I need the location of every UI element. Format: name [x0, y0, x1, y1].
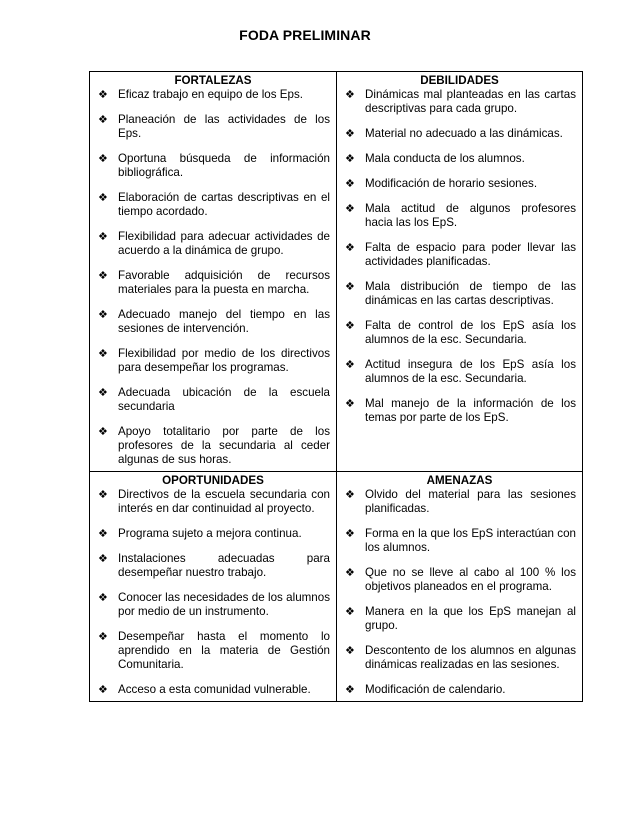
- list-item: [343, 605, 576, 633]
- list-item: [96, 113, 330, 141]
- diamond-bullet-icon: ❖: [345, 645, 355, 657]
- list-item: [96, 488, 330, 516]
- list-item: [96, 152, 330, 180]
- list-item-text: Mala actitud de algunos profesores hacia las los EpS.: [365, 202, 576, 229]
- list-item-text: Favorable adquisición de recursos materiales para la puesta en marcha.: [118, 269, 330, 296]
- list-item: [343, 88, 576, 116]
- list-item-text: Dinámicas mal planteadas en las cartas descriptivas para cada grupo.: [365, 88, 576, 115]
- list-item: [96, 630, 330, 672]
- diamond-bullet-icon: ❖: [345, 153, 355, 165]
- diamond-bullet-icon: ❖: [345, 359, 355, 371]
- diamond-bullet-icon: ❖: [98, 528, 108, 540]
- list-item-text: Apoyo totalitario por parte de los profesores de la secundaria al ceder algunas de sus horas.: [118, 425, 330, 466]
- list-item: [343, 488, 576, 516]
- list-item-text: Directivos de la escuela secundaria con interés en dar continuidad al proyecto.: [118, 488, 330, 515]
- diamond-bullet-icon: ❖: [345, 89, 355, 101]
- list-item: [343, 319, 576, 347]
- list-item: [343, 644, 576, 672]
- header-row-top: [90, 72, 583, 89]
- fortalezas-header: FORTALEZAS: [90, 72, 337, 89]
- list-item: [343, 241, 576, 269]
- list-item: [343, 566, 576, 594]
- debilidades-cell: [337, 88, 583, 472]
- list-item: [343, 683, 576, 697]
- list-item-text: Oportuna búsqueda de información bibliográfica.: [118, 152, 330, 179]
- content-row-top: [90, 88, 583, 472]
- list-item: [96, 527, 330, 541]
- list-item: [343, 202, 576, 230]
- diamond-bullet-icon: ❖: [345, 178, 355, 190]
- list-item-text: Material no adecuado a las dinámicas.: [365, 127, 563, 140]
- list-item-text: Elaboración de cartas descriptivas en el tiempo acordado.: [118, 191, 330, 218]
- list-item-text: Falta de espacio para poder llevar las actividades planificadas.: [365, 241, 576, 268]
- list-item: [96, 191, 330, 219]
- oportunidades-cell: [90, 488, 337, 702]
- diamond-bullet-icon: ❖: [345, 606, 355, 618]
- list-item-text: Acceso a esta comunidad vulnerable.: [118, 683, 311, 696]
- debilidades-header: DEBILIDADES: [337, 72, 583, 89]
- list-item-text: Falta de control de los EpS asía los alumnos de la esc. Secundaria.: [365, 319, 576, 346]
- oportunidades-list: [96, 488, 330, 697]
- diamond-bullet-icon: ❖: [345, 684, 355, 696]
- fortalezas-list: [96, 88, 330, 467]
- header-row-bottom: [90, 472, 583, 489]
- list-item: [343, 152, 576, 166]
- diamond-bullet-icon: ❖: [345, 128, 355, 140]
- list-item: [96, 269, 330, 297]
- list-item: [96, 683, 330, 697]
- list-item-text: Olvido del material para las sesiones planificadas.: [365, 488, 576, 515]
- list-item-text: Conocer las necesidades de los alumnos por medio de un instrumento.: [118, 591, 330, 618]
- list-item-text: Planeación de las actividades de los Eps.: [118, 113, 330, 140]
- list-item: [96, 386, 330, 414]
- list-item-text: Manera en la que los EpS manejan al grupo.: [365, 605, 576, 632]
- list-item-text: Modificación de horario sesiones.: [365, 177, 538, 190]
- list-item-text: Programa sujeto a mejora continua.: [118, 527, 302, 540]
- list-item-text: Adecuado manejo del tiempo en las sesiones de intervención.: [118, 308, 330, 335]
- debilidades-list: [343, 88, 576, 425]
- diamond-bullet-icon: ❖: [345, 398, 355, 410]
- list-item-text: Que no se lleve al cabo al 100 % los objetivos planeados en el programa.: [365, 566, 576, 593]
- diamond-bullet-icon: ❖: [98, 192, 108, 204]
- diamond-bullet-icon: ❖: [98, 426, 108, 438]
- list-item: [343, 527, 576, 555]
- oportunidades-header: OPORTUNIDADES: [90, 472, 337, 489]
- list-item-text: Desempeñar hasta el momento lo aprendido en la materia de Gestión Comunitaria.: [118, 630, 330, 671]
- amenazas-cell: [337, 488, 583, 702]
- list-item: [96, 347, 330, 375]
- diamond-bullet-icon: ❖: [345, 320, 355, 332]
- list-item-text: Forma en la que los EpS interactúan con los alumnos.: [365, 527, 576, 554]
- list-item-text: Mala distribución de tiempo de las dinámicas en las cartas descriptivas.: [365, 280, 576, 307]
- list-item-text: Flexibilidad para adecuar actividades de acuerdo a la dinámica de grupo.: [118, 230, 330, 257]
- diamond-bullet-icon: ❖: [345, 242, 355, 254]
- diamond-bullet-icon: ❖: [98, 231, 108, 243]
- list-item-text: Mal manejo de la información de los temas por parte de los EpS.: [365, 397, 576, 424]
- diamond-bullet-icon: ❖: [98, 153, 108, 165]
- list-item: [343, 397, 576, 425]
- list-item: [96, 88, 330, 102]
- diamond-bullet-icon: ❖: [98, 114, 108, 126]
- diamond-bullet-icon: ❖: [98, 553, 108, 565]
- amenazas-header: AMENAZAS: [337, 472, 583, 489]
- list-item: [96, 308, 330, 336]
- diamond-bullet-icon: ❖: [345, 567, 355, 579]
- document-title: FODA PRELIMINAR: [239, 27, 371, 43]
- list-item: [343, 127, 576, 141]
- list-item-text: Eficaz trabajo en equipo de los Eps.: [118, 88, 303, 101]
- amenazas-list: [343, 488, 576, 697]
- diamond-bullet-icon: ❖: [98, 489, 108, 501]
- diamond-bullet-icon: ❖: [98, 684, 108, 696]
- list-item: [96, 425, 330, 467]
- list-item: [343, 177, 576, 191]
- diamond-bullet-icon: ❖: [98, 631, 108, 643]
- diamond-bullet-icon: ❖: [98, 309, 108, 321]
- list-item: [343, 358, 576, 386]
- diamond-bullet-icon: ❖: [98, 89, 108, 101]
- diamond-bullet-icon: ❖: [98, 348, 108, 360]
- diamond-bullet-icon: ❖: [98, 270, 108, 282]
- list-item: [343, 280, 576, 308]
- diamond-bullet-icon: ❖: [98, 592, 108, 604]
- list-item-text: Mala conducta de los alumnos.: [365, 152, 525, 165]
- list-item: [96, 591, 330, 619]
- diamond-bullet-icon: ❖: [345, 281, 355, 293]
- list-item-text: Modificación de calendario.: [365, 683, 506, 696]
- diamond-bullet-icon: ❖: [345, 489, 355, 501]
- diamond-bullet-icon: ❖: [345, 528, 355, 540]
- list-item: [96, 230, 330, 258]
- foda-table: [89, 71, 583, 702]
- list-item-text: Flexibilidad por medio de los directivos para desempeñar los programas.: [118, 347, 330, 374]
- list-item-text: Adecuada ubicación de la escuela secundaria: [118, 386, 330, 413]
- list-item-text: Instalaciones adecuadas para desempeñar nuestro trabajo.: [118, 552, 330, 579]
- list-item-text: Actitud insegura de los EpS asía los alumnos de la esc. Secundaria.: [365, 358, 576, 385]
- diamond-bullet-icon: ❖: [98, 387, 108, 399]
- diamond-bullet-icon: ❖: [345, 203, 355, 215]
- content-row-bottom: [90, 488, 583, 702]
- list-item-text: Descontento de los alumnos en algunas dinámicas realizadas en las sesiones.: [365, 644, 576, 671]
- fortalezas-cell: [90, 88, 337, 472]
- list-item: [96, 552, 330, 580]
